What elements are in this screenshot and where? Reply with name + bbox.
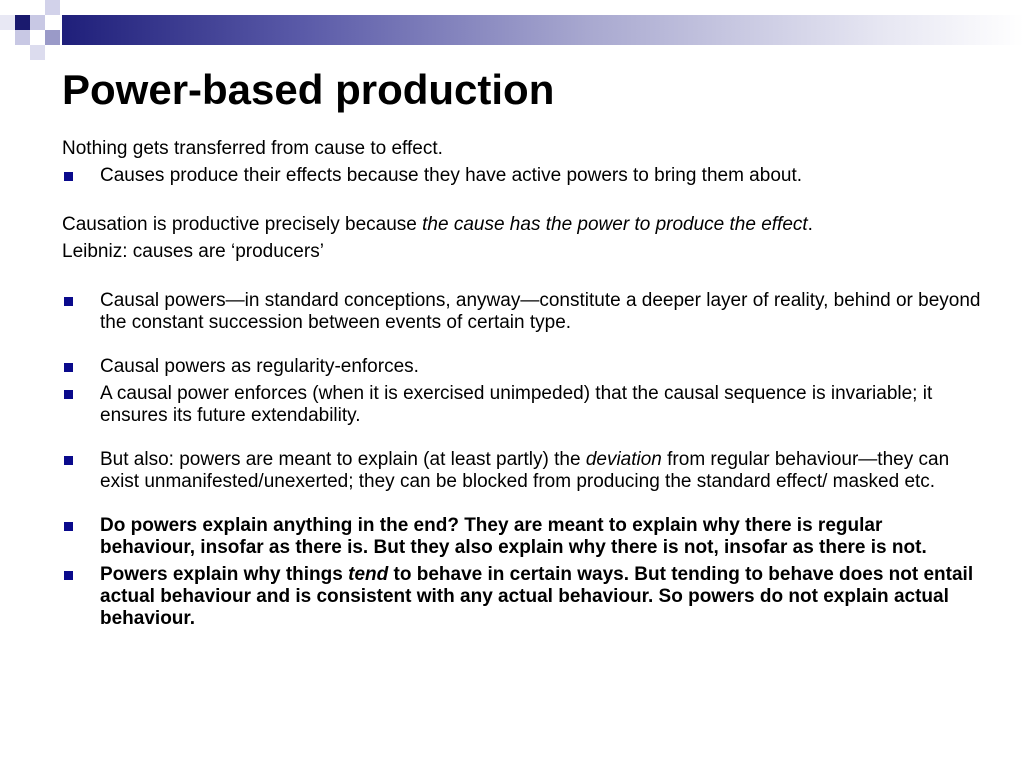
body-paragraph: Causation is productive precisely because the cause has the power to produce the effect. (62, 214, 813, 235)
bullet-square-icon (64, 571, 73, 580)
body-paragraph: Nothing gets transferred from cause to effect. (62, 138, 443, 159)
emphasis-text: the cause has the power to produce the effect (422, 214, 808, 235)
deco-square-light (30, 15, 45, 30)
bullet-item (62, 383, 982, 427)
bullet-text: Causal powers—in standard conceptions, anyway—constitute a deeper layer of reality, behind or beyond the constant succession between events of certain type. (100, 290, 981, 333)
body-paragraph: Leibniz: causes are ‘producers’ (62, 241, 324, 262)
bullet-item (62, 449, 982, 493)
bullet-item (62, 290, 982, 334)
bullet-square-icon (64, 522, 73, 531)
bullet-square-icon (64, 297, 73, 306)
bullet-text: Powers explain why things tend to behave in certain ways. But tending to behave does not entail actual behaviour and is consistent with any actual behaviour. So powers do not explain actual behaviour. (100, 564, 974, 629)
bullet-square-icon (64, 363, 73, 372)
deco-square-light (15, 30, 30, 45)
slide-title: Power-based production (62, 66, 555, 113)
emphasis-text: tend (348, 564, 389, 585)
deco-square-light (0, 15, 15, 30)
emphasis-text: deviation (585, 449, 662, 470)
bullet-square-icon (64, 456, 73, 465)
bullet-item (62, 564, 982, 630)
bullet-square-icon (64, 390, 73, 399)
bullet-item (62, 515, 982, 559)
deco-square-light (30, 45, 45, 60)
header-decoration (0, 0, 1024, 60)
bullet-text: Causes produce their effects because they have active powers to bring them about. (100, 165, 803, 186)
deco-square-light (45, 0, 60, 15)
bullet-text: But also: powers are meant to explain (at least partly) the deviation from regular behaviour—they can exist unmanifested/unexerted; they can be blocked from producing the standard effect/ masked etc. (100, 449, 950, 492)
bullet-text: Causal powers as regularity-enforces. (100, 356, 419, 377)
bullet-square-icon (64, 172, 73, 181)
deco-square-mid (45, 30, 60, 45)
slide-body (62, 138, 982, 630)
deco-square-dark (15, 15, 30, 30)
header-gradient-bar (62, 15, 1024, 45)
bullet-item (62, 356, 982, 378)
bullet-text: A causal power enforces (when it is exercised unimpeded) that the causal sequence is invariable; it ensures its future extendability. (100, 383, 933, 426)
bullet-text: Do powers explain anything in the end? They are meant to explain why there is regular behaviour, insofar as there is. But they also explain why there is not, insofar as there is not. (100, 515, 927, 558)
bullet-item (62, 165, 982, 187)
